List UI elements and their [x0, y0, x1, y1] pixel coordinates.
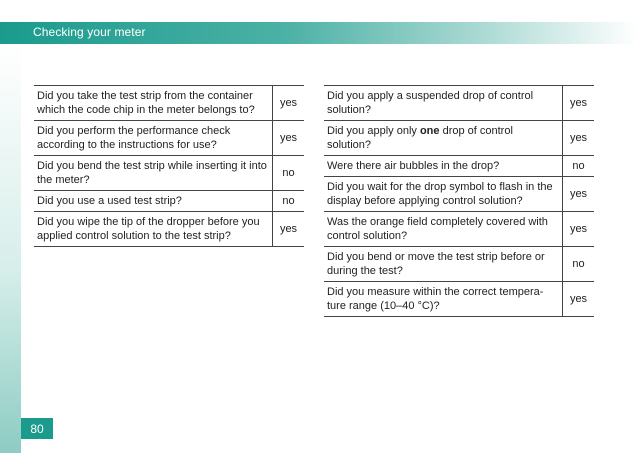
page-number: 80 [21, 418, 53, 439]
answer-cell: no [273, 191, 305, 212]
answer-cell: no [273, 156, 305, 191]
answer-cell: no [563, 247, 595, 282]
answer-cell: yes [563, 282, 595, 317]
header-bar [0, 22, 638, 44]
table-row [324, 282, 594, 317]
table-row [34, 121, 304, 156]
question-text-end: drop of control solution? [327, 125, 513, 151]
table-row [34, 191, 304, 212]
question-cell: Did you bend the test strip while inserting it into the meter? [34, 156, 273, 191]
answer-cell: yes [563, 121, 595, 156]
question-cell: Did you perform the performance check according to the instructions for use? [34, 121, 273, 156]
table-row [324, 247, 594, 282]
question-cell [324, 121, 563, 156]
checklist-table-right [324, 85, 594, 317]
question-cell: Did you use a used test strip? [34, 191, 273, 212]
answer-cell: yes [273, 212, 305, 247]
table-row [34, 212, 304, 247]
table-row [34, 86, 304, 121]
question-cell: Did you apply a suspended drop of control solution? [324, 86, 563, 121]
side-strip [0, 44, 21, 453]
question-cell: Did you wait for the drop symbol to flash in the display before applying control solution? [324, 177, 563, 212]
table-row [34, 156, 304, 191]
table-row [324, 86, 594, 121]
table-row [324, 177, 594, 212]
table-row [324, 156, 594, 177]
page-title: Checking your meter [33, 25, 146, 39]
answer-cell: yes [273, 121, 305, 156]
question-text-emphasis: one [419, 125, 440, 137]
question-text-start: Did you apply only [327, 125, 420, 137]
answer-cell: yes [273, 86, 305, 121]
question-cell: Did you measure within the correct tempera-ture range (10–40 °C)? [324, 282, 563, 317]
answer-cell: yes [563, 86, 595, 121]
table-row [324, 212, 594, 247]
question-cell: Did you bend or move the test strip before or during the test? [324, 247, 563, 282]
question-cell: Did you take the test strip from the container which the code chip in the meter belongs to? [34, 86, 273, 121]
answer-cell: yes [563, 212, 595, 247]
table-row [324, 121, 594, 156]
checklist-table-left [34, 85, 304, 247]
answer-cell: yes [563, 177, 595, 212]
question-cell: Were there air bubbles in the drop? [324, 156, 563, 177]
question-cell: Did you wipe the tip of the dropper before you applied control solution to the test strip? [34, 212, 273, 247]
answer-cell: no [563, 156, 595, 177]
question-cell: Was the orange field completely covered with control solution? [324, 212, 563, 247]
